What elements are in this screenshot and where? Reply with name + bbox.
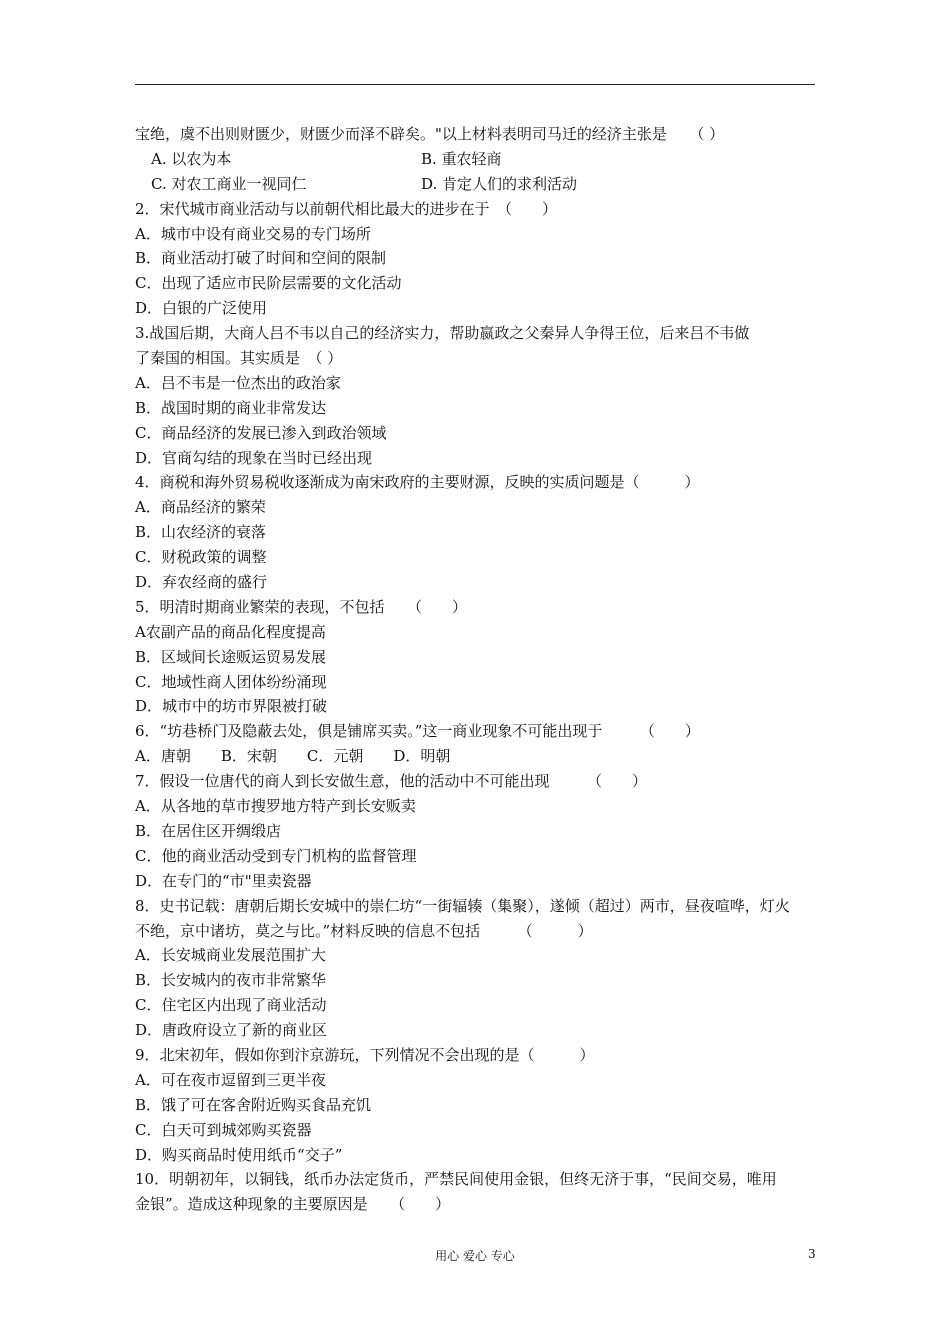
question-block	[135, 595, 820, 719]
answer-option: D．在专门的“市"里卖瓷器	[135, 871, 312, 890]
answer-option: D．城市中的坊市界限被打破	[135, 697, 328, 716]
answer-option: B．战国时期的商业非常发达	[135, 398, 327, 417]
answer-option: C．出现了适应市民阶层需要的文化活动	[135, 274, 402, 293]
answer-option: C．财税政策的调整	[135, 548, 267, 567]
intro-options-row-1	[135, 147, 820, 172]
question-block	[135, 470, 820, 594]
answer-option: A．从各地的草市搜罗地方特产到长安贩卖	[135, 797, 416, 816]
answer-option: A．可在夜市逗留到三更半夜	[135, 1070, 326, 1089]
answer-option: D．弃农经商的盛行	[135, 573, 268, 592]
question-stem-line: 10．明朝初年，以铜钱，纸币办法定货币，严禁民间使用金银，但终无济于事，“民间交易，唯用	[135, 1170, 777, 1189]
question-stem-line: 8．史书记载：唐朝后期长安城中的崇仁坊“一街辐辏（集聚），遂倾（超过）两市，昼夜喧哗，灯火	[135, 896, 790, 915]
question-stem-line: 6．“坊巷桥门及隐蔽去处，俱是铺席买卖。”这一商业现象不可能出现于 （ ）	[135, 722, 700, 741]
option-c: C. 对农工商业一视同仁	[151, 174, 307, 193]
answer-option: D．购买商品时使用纸币“交子”	[135, 1145, 343, 1164]
answer-option: A．长安城商业发展范围扩大	[135, 946, 326, 965]
intro-options-row-2	[135, 172, 820, 197]
question-stem-line: 3.战国后期，大商人吕不韦以自己的经济实力，帮助嬴政之父秦异人争得王位，后来吕不韦做	[135, 324, 750, 343]
question-stem-line: 2．宋代城市商业活动与以前朝代相比最大的进步在于 （ ）	[135, 199, 558, 218]
answer-option: A农副产品的商品化程度提高	[135, 622, 326, 641]
question-block	[135, 321, 820, 470]
page-number: 3	[808, 1247, 816, 1261]
answer-option: D．唐政府设立了新的商业区	[135, 1021, 328, 1040]
question-block	[135, 719, 820, 769]
question-block	[135, 1167, 820, 1217]
question-list	[135, 122, 820, 1217]
option-b: B. 重农轻商	[421, 149, 502, 168]
question-stem-line: 7．假设一位唐代的商人到长安做生意，他的活动中不可能出现 （ ）	[135, 772, 648, 791]
question-stem-line: 了秦国的相国。其实质是 （ ）	[135, 349, 343, 368]
answer-option: B．长安城内的夜市非常繁华	[135, 971, 327, 990]
answer-option: B．饿了可在客舍附近购买食品充饥	[135, 1095, 372, 1114]
question-stem-line: 金银”。造成这种现象的主要原因是 （ ）	[135, 1195, 451, 1214]
option-d: D. 肯定人们的求利活动	[421, 174, 578, 193]
question-stem-line: 不绝，京中诸坊，莫之与比。”材料反映的信息不包括 （ ）	[135, 921, 593, 940]
option-a: A. 以农为本	[151, 149, 232, 168]
answer-option: A．吕不韦是一位杰出的政治家	[135, 373, 341, 392]
answer-option: A．城市中设有商业交易的专门场所	[135, 224, 371, 243]
question-block	[135, 769, 820, 893]
intro-question-text: 宝绝，虞不出则财匮少，财匮少而泽不辟矣。"以上材料表明司马迁的经济主张是 （ ）	[135, 125, 725, 143]
question-stem-line: 9．北宋初年，假如你到汴京游玩，下列情况不会出现的是（ ）	[135, 1045, 595, 1064]
answer-option: D．白银的广泛使用	[135, 299, 268, 318]
header-rule	[135, 84, 815, 85]
answer-option: A．商品经济的繁荣	[135, 498, 266, 517]
question-stem-line: 4．商税和海外贸易税收逐渐成为南宋政府的主要财源，反映的实质问题是（ ）	[135, 473, 700, 492]
answer-option: B．在居住区开绸缎店	[135, 821, 282, 840]
question-block	[135, 894, 820, 1043]
answer-option: D．官商勾结的现象在当时已经出现	[135, 448, 373, 467]
question-stem-line: 5．明清时期商业繁荣的表现，不包括 （ ）	[135, 597, 468, 616]
answer-option: C．白天可到城郊购买瓷器	[135, 1120, 312, 1139]
answer-option: B．山农经济的衰落	[135, 523, 267, 542]
question-block	[135, 197, 820, 321]
answer-option: B．区域间长途贩运贸易发展	[135, 647, 327, 666]
answer-option: B．商业活动打破了时间和空间的限制	[135, 249, 387, 268]
question-block	[135, 1043, 820, 1167]
questions-container	[135, 197, 820, 1218]
footer-slogan: 用心 爱心 专心	[435, 1249, 515, 1263]
answer-option: C．他的商业活动受到专门机构的监督管理	[135, 846, 417, 865]
question-stem-line: A．唐朝 B．宋朝 C．元朝 D．明朝	[135, 747, 451, 766]
answer-option: C．住宅区内出现了商业活动	[135, 996, 327, 1015]
answer-option: C．地域性商人团体纷纷涌现	[135, 672, 327, 691]
answer-option: C．商品经济的发展已渗入到政治领域	[135, 423, 387, 442]
